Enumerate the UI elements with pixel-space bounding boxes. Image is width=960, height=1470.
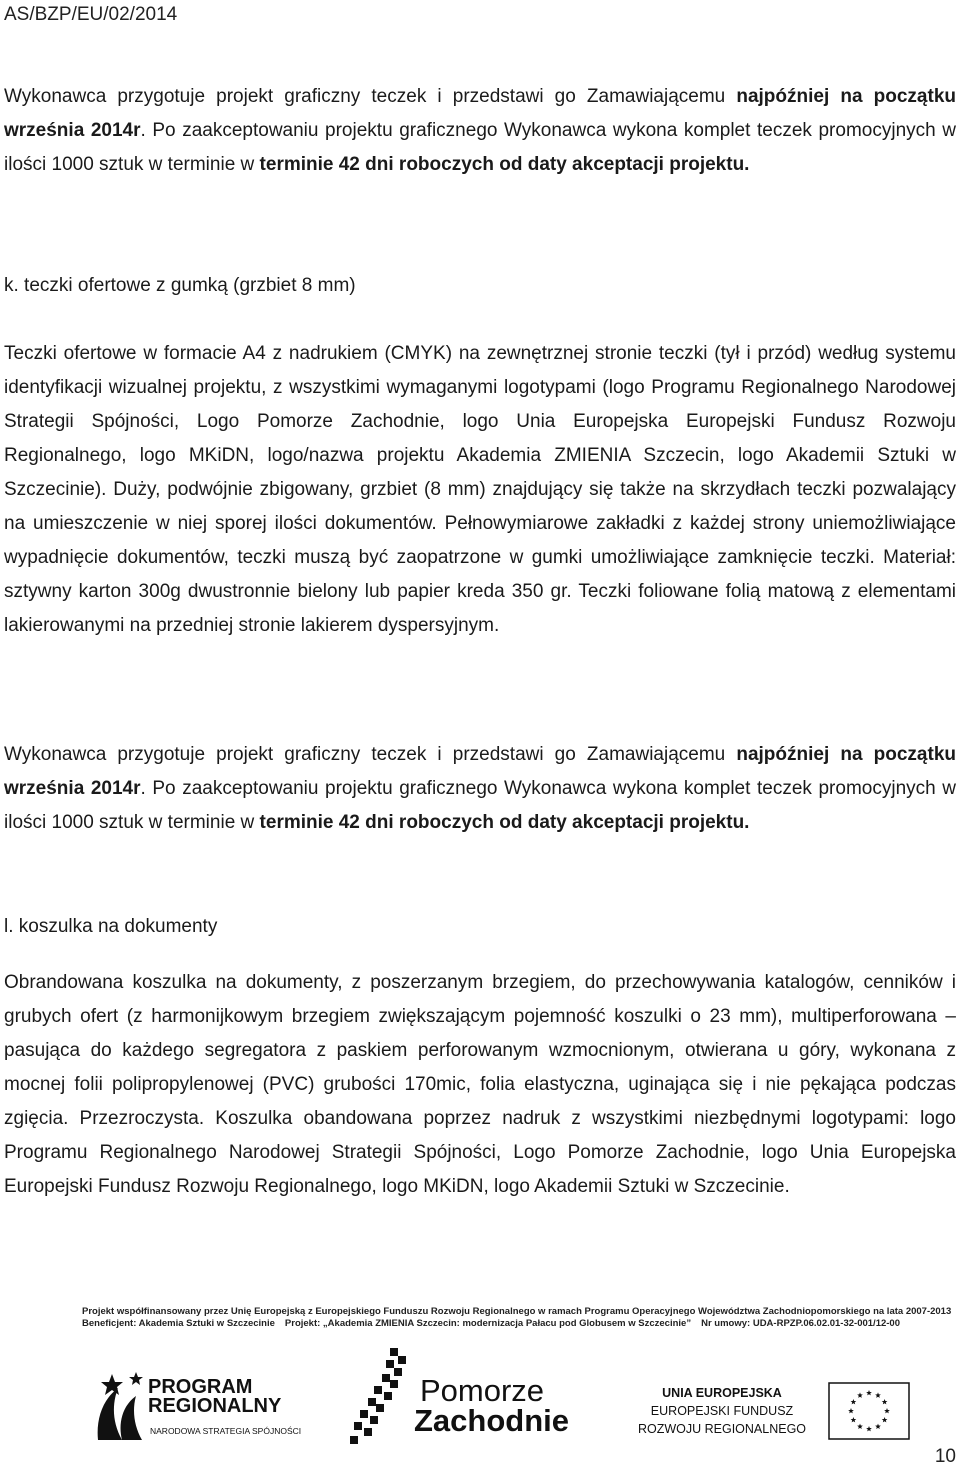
logo-text-line: PROGRAM bbox=[148, 1376, 253, 1398]
bold-run-term: terminie 42 dni roboczych od daty akceptacji projektu. bbox=[259, 154, 750, 175]
section-heading-l: l. koszulka na dokumenty bbox=[4, 916, 218, 937]
logo-text-line: UNIA EUROPEJSKA bbox=[662, 1386, 782, 1400]
funding-line-1 bbox=[82, 1306, 952, 1318]
beneficiary-text: Beneficjent: Akademia Sztuki w Szczecinie bbox=[82, 1318, 275, 1329]
paragraph-teczki-terms-repeat bbox=[4, 738, 956, 840]
logo-text-pomorze: Pomorze bbox=[420, 1373, 545, 1408]
bold-run-deadline: najpóźniej na początku września 2014r bbox=[4, 744, 956, 799]
pomorze-zachodnie-logo bbox=[346, 1346, 576, 1446]
program-regionalny-wordmark bbox=[148, 1378, 281, 1416]
funding-text: Projekt współfinansowany przez Unię Europejską z Europejskiego Funduszu Rozwoju Regionalnego w ramach Programu Operacyjnego Województwa Zachodniopomorskiego na lata 2007-2013 bbox=[82, 1306, 952, 1317]
text-run: . Po zaakceptowaniu projektu graficznego Wykonawca wykona komplet teczek promocyjnych w ilości 1000 sztuk w terminie w bbox=[4, 778, 957, 833]
unia-europejska-logo bbox=[622, 1382, 912, 1444]
funding-notice bbox=[82, 1306, 952, 1330]
page-number: 10 bbox=[934, 1446, 956, 1467]
text-run: Wykonawca przygotuje projekt graficzny teczek i przedstawi go Zamawiającemu bbox=[4, 744, 737, 765]
program-regionalny-emblem-icon bbox=[92, 1370, 148, 1444]
unia-europejska-wordmark bbox=[622, 1384, 822, 1438]
bold-run-term: terminie 42 dni roboczych od daty akceptacji projektu. bbox=[259, 812, 750, 833]
logo-text-line: REGIONALNY bbox=[148, 1395, 282, 1417]
program-regionalny-logo bbox=[92, 1368, 322, 1446]
paragraph-koszulka-spec: Obrandowana koszulka na dokumenty, z poszerzanym brzegiem, do przechowywania katalogów, cenników i grubych ofert (z harmonijkowym brzegiem zwiększającym pojemność koszulki o 23 mm), multiperforowana – pasująca do każdego segregatora z paskiem perforowanym wzmocnionym, otwierana u góry, wykonana z mocnej folii polipropylenowej (PVC) grubości 170mic, folia elastyczna, uginająca się i nie pękająca podczas zgięcia. Przezroczysta. Koszulka obandowana poprzez nadruk z wszystkimi niezbędnymi logotypami: logo Programu Regionalnego Narodowej Strategii Spójności, Logo Pomorze Zachodnie, logo Unia Europejska Europejski Fundusz Rozwoju Regionalnego, logo MKiDN, logo Akademii Sztuki w Szczecinie. bbox=[4, 972, 956, 1197]
logo-text-zachodnie: Zachodnie bbox=[414, 1403, 570, 1438]
section-heading-k: k. teczki ofertowe z gumką (grzbiet 8 mm) bbox=[4, 275, 356, 296]
contract-number-text: Nr umowy: UDA-RPZP.06.02.01-32-001/12-00 bbox=[701, 1318, 900, 1329]
pomorze-zachodnie-pixel-icon bbox=[346, 1346, 416, 1446]
document-id: AS/BZP/EU/02/2014 bbox=[4, 4, 178, 25]
logo-tagline: NARODOWA STRATEGIA SPÓJNOŚCI bbox=[150, 1426, 302, 1436]
eu-flag-icon bbox=[828, 1382, 910, 1440]
paragraph-teczki-spec: Teczki ofertowe w formacie A4 z nadrukiem (CMYK) na zewnętrznej stronie teczki (tył i przód) według systemu identyfikacji wizualnej projektu, z wszystkimi wymaganymi logotypami (logo Programu Regionalnego Narodowej Strategii Spójności, Logo Pomorze Zachodnie, logo Unia Europejska Europejski Fundusz Rozwoju Regionalnego, logo MKiDN, logo/nazwa projektu Akademia ZMIENIA Szczecin, logo Akademii Sztuki w Szczecinie). Duży, podwójnie zbigowany, grzbiet (8 mm) znajdujący się także na skrzydłach teczki pozwalający na umieszczenie w niej sporej ilości dokumentów. Pełnowymiarowe zakładki z każdej strony uniemożliwiające wypadnięcie dokumentów, teczki muszą być zaopatrzone w gumki umożliwiające zamknięcie teczki. Materiał: sztywny karton 300g dwustronnie bielony lub papier kreda 350 gr. Teczki foliowane folią matową z elementami lakierowanymi na przedniej stronie lakierem dyspersyjnym. bbox=[4, 343, 956, 636]
text-run: . Po zaakceptowaniu projektu graficznego Wykonawca wykona komplet teczek promocyjnych w ilości 1000 sztuk w terminie w bbox=[4, 120, 957, 175]
text-run: Wykonawca przygotuje projekt graficzny teczek i przedstawi go Zamawiającemu bbox=[4, 86, 737, 107]
paragraph-teczki-terms bbox=[4, 80, 956, 182]
logo-text-line: EUROPEJSKI FUNDUSZ bbox=[650, 1404, 794, 1418]
bold-run-deadline: najpóźniej na początku września 2014r bbox=[4, 86, 956, 141]
project-title-text: Projekt: „Akademia ZMIENIA Szczecin: modernizacja Pałacu pod Globusem w Szczecinie” bbox=[284, 1318, 692, 1329]
funding-line-2 bbox=[82, 1318, 900, 1330]
logo-text-line: ROZWOJU REGIONALNEGO bbox=[637, 1422, 807, 1436]
